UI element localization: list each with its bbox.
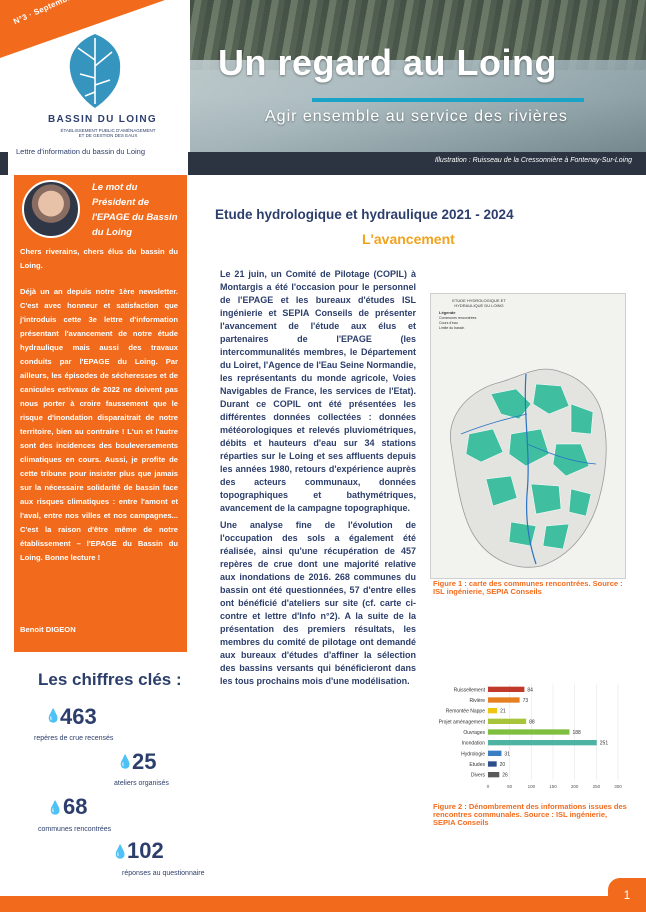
bar — [488, 708, 497, 713]
kpi-value: 102 — [127, 838, 164, 863]
map-title: ETUDE HYDROLOGIQUE ET HYDRAULIQUE DU LOING — [452, 298, 506, 308]
tick-label: 150 — [549, 784, 557, 789]
data-label: 73 — [522, 698, 529, 704]
editorial-signature: Benoit DIGEON — [20, 625, 76, 634]
drop-icon: 💧 — [117, 754, 134, 769]
kpi-label: repères de crue recensés — [34, 735, 114, 742]
data-label: 188 — [572, 730, 581, 736]
map-figure — [430, 293, 626, 579]
kpi-value: 463 — [60, 704, 97, 729]
tick-label: 50 — [507, 784, 513, 789]
kpi-label: ateliers organisés — [114, 780, 169, 787]
data-label: 84 — [527, 687, 533, 694]
page-number: 1 — [608, 878, 646, 912]
kpi-label: communes rencontrées — [38, 826, 112, 833]
newsletter-line — [8, 147, 188, 175]
tick-label: 0 — [486, 784, 490, 789]
legend-item: Cours d'eau — [439, 321, 458, 325]
bar — [488, 751, 501, 756]
data-label: 251 — [599, 740, 609, 747]
bar — [488, 729, 569, 734]
bar — [488, 719, 526, 724]
editorial-p1: Chers riverains, chers élus du bassin du Loing. — [20, 247, 178, 270]
article-body — [220, 268, 416, 692]
article-title: Etude hydrologique et hydraulique 2021 - 2024 — [215, 207, 514, 222]
category-label: Remontée Nappe — [445, 708, 485, 715]
figure1-caption: Figure 1 : carte des communes rencontrées. Source : ISL ingénierie, SEPIA Conseils — [433, 579, 623, 596]
president-photo — [22, 180, 80, 238]
map-legend-title: Légende — [439, 310, 456, 315]
drop-icon: 💧 — [112, 844, 129, 859]
legend-item: Communes rencontrées — [439, 316, 477, 320]
kpi-title: Les chiffres clés : — [38, 670, 182, 689]
bar-chart — [428, 680, 628, 795]
bar — [488, 761, 497, 766]
kpi-value: 68 — [63, 794, 88, 819]
drop-icon: 💧 — [45, 708, 62, 723]
category-label: Projet aménagement — [438, 719, 485, 726]
category-label: Inondation — [461, 740, 485, 747]
data-label: 88 — [529, 719, 535, 726]
figure2-caption: Figure 2 : Dénombrement des informations issues des rencontres communales. Source : ISL ingénierie, SEPIA Conseils — [433, 802, 627, 827]
page-title: Un regard au Loing — [218, 42, 558, 83]
title-underline — [312, 98, 584, 102]
bar — [488, 740, 597, 745]
legend-item: Limite du bassin — [439, 326, 465, 330]
data-label: 26 — [502, 772, 508, 779]
tick-label: 250 — [592, 784, 601, 789]
tick-label: 300 — [614, 784, 622, 789]
logo-subtitle: ÉTABLISSEMENT PUBLIC D'AMÉNAGEMENT ET DE GESTION DES EAUX — [60, 128, 156, 138]
editorial-text — [20, 245, 178, 577]
kpi-label: réponses au questionnaire — [122, 870, 205, 877]
category-label: Etudes — [469, 762, 485, 768]
tick-label: 100 — [527, 784, 536, 789]
newsletter-line-text: Lettre d'information du bassin du Loing — [16, 147, 146, 156]
river-logo-icon — [60, 30, 130, 112]
data-label: 31 — [504, 751, 510, 758]
category-label: Rivière — [469, 698, 485, 704]
page-subtitle: Agir ensemble au service des rivières — [265, 108, 568, 125]
photo-caption: Illustration : Ruisseau de la Cressonnière à Fontenay-Sur-Loing — [434, 157, 632, 164]
tick-label: 200 — [570, 784, 579, 789]
drop-icon: 💧 — [47, 800, 64, 815]
category-label: Ouvrages — [463, 730, 485, 736]
commune-patch — [531, 484, 561, 514]
editorial-title: Le mot du Président de l'EPAGE du Bassin du Loing — [92, 182, 178, 238]
bar — [488, 687, 524, 692]
data-label: 21 — [500, 708, 506, 715]
logo-name: BASSIN DU LOING — [48, 114, 157, 125]
data-label: 20 — [499, 762, 506, 768]
category-label: Ruissellement — [453, 687, 485, 694]
editorial-p2: Déjà un an depuis notre 1ère newsletter. C'est avec honneur et satisfaction que j'introduis cette 3e lettre d'information présentant l'avancement de notre étude hydraulique mais aussi des travaux conduits par l'EPAGE du Loing. Par ailleurs, les épisodes de sécheresses et de canicules estivaux de 2022 ne doivent pas nous porter à croire faussement que le risque d'inondation disparaitrait de notre territoire, bien au contraire ! L'un et l'autre sont des incidences des bouleversements climatiques en cours. Aussi, je profite de cette tribune pour insister plus que jamais sur la nécessaire solidarité de bassin face aux risques climatiques : entre l'amont et l'aval, entre nos villes et nos campagnes... C'est la raison d'être même de notre établissement – l'EPAGE du Bassin du Loing. Bonne lecture ! — [20, 287, 178, 562]
article-p1: Le 21 juin, un Comité de Pilotage (COPIL) à Montargis a été l'occasion pour le personnel de l'EPAGE et les bureaux d'études ISL ingénierie et SEPIA Conseils de présenter l'avancement de l'étude aux élus et partenaires de l'EPAGE (les intercommunalités membres, le Département du Loiret, l'Agence de l'Eau Seine Normandie, les représentants du monde agricole, Voies Navigables de France, les services de l'Etat). Durant ce COPIL ont été présentées les différentes données collectées : données météorologiques et relevés pluviométriques, débits et hauteurs d'eau sur 34 stations réparties sur le Loing et ses affluents depuis les années 1980, retours d'expérience auprès des acteurs communaux, données topographiques et bathymétriques, avancement de la campagne topographique. — [220, 269, 416, 513]
basin-map — [431, 294, 625, 578]
article-p2: Une analyse fine de l'évolution de l'occupation des sols a également été réalisée, ainsi qu'une récupération de 457 repères de crue dont une majorité relative aux inondations de 2016. 268 communes du bassin ont été questionnées, 57 d'entre elles ont bénéficié d'ateliers sur site (cf. carte ci-contre et lettre d'Info n°2). A la suite de la présentation des premiers résultats, les membres du comité de pilotage ont demandé aux bureaux d'études d'affiner la sélection des bassins versants qui bénéficieront dans les tous prochains mois d'une modélisation. — [220, 520, 416, 686]
category-label: Divers — [470, 772, 485, 779]
footer-strip — [0, 896, 646, 912]
commune-patch — [509, 522, 536, 546]
category-label: Hydrologie — [461, 751, 485, 758]
article-subtitle: L'avancement — [362, 231, 455, 247]
bar — [488, 772, 499, 777]
kpi-value: 25 — [132, 749, 157, 774]
bar — [488, 697, 520, 702]
